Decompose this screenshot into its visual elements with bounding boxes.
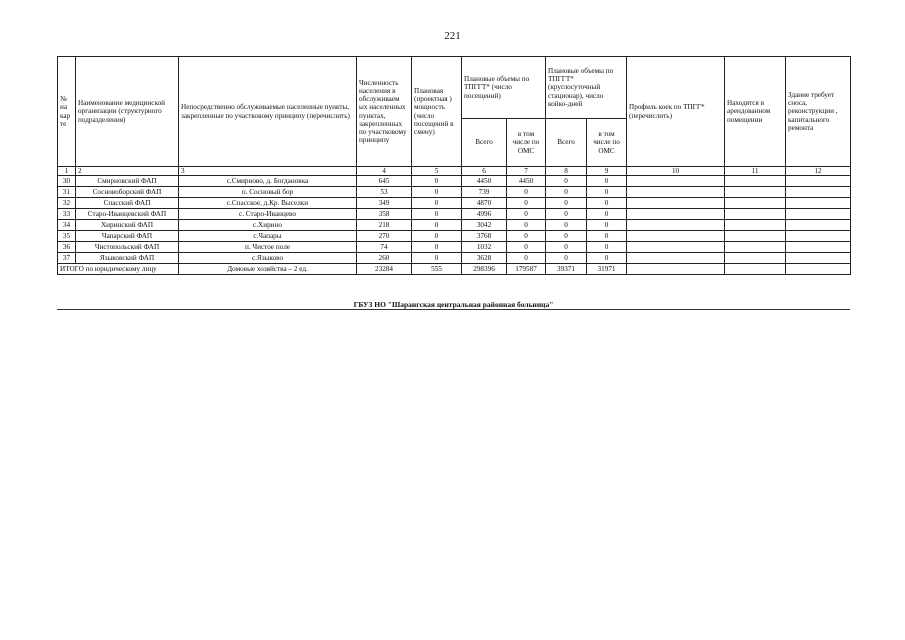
cell-number: 35 — [58, 231, 76, 242]
total-bed-days-total: 39371 — [546, 264, 587, 275]
cell-visits-total: 3042 — [462, 220, 507, 231]
column-number: 12 — [786, 167, 851, 176]
cell-number: 32 — [58, 198, 76, 209]
cell-settlements: с.Спасское, д.Кр. Выселки — [179, 198, 357, 209]
total-population: 23284 — [357, 264, 412, 275]
table-row — [58, 253, 851, 264]
header-col-bed-days-group: Плановые объемы по ТПГГТ* (круглосуточный стационар), число койко-дней — [546, 57, 627, 119]
cell-repair — [786, 209, 851, 220]
header-col-capacity: Плановая (проектная ) мощность (число посещений в смену) — [412, 57, 462, 167]
cell-bed-days-total: 0 — [546, 242, 587, 253]
cell-visits-oms: 0 — [507, 198, 546, 209]
cell-bed-profile — [627, 209, 725, 220]
header-col-visits-group: Плановые объемы по ТПГГТ* (число посещений) — [462, 57, 546, 119]
header-col-rented: Находятся в арендованном помещении — [725, 57, 786, 167]
cell-number: 31 — [58, 187, 76, 198]
column-number: 3 — [179, 167, 357, 176]
cell-repair — [786, 231, 851, 242]
cell-settlements: с.Смирново, д. Богдановка — [179, 176, 357, 187]
cell-capacity: 0 — [412, 253, 462, 264]
table-row — [58, 176, 851, 187]
table-row — [58, 242, 851, 253]
column-number: 4 — [357, 167, 412, 176]
cell-capacity: 0 — [412, 198, 462, 209]
cell-bed-profile — [627, 220, 725, 231]
cell-repair — [786, 176, 851, 187]
cell-capacity: 0 — [412, 231, 462, 242]
cell-bed-profile — [627, 242, 725, 253]
cell-organization: Сосновоборский ФАП — [76, 187, 179, 198]
cell-bed-days-oms: 0 — [587, 231, 627, 242]
cell-bed-days-oms: 0 — [587, 220, 627, 231]
cell-organization: Старо-Иванцевский ФАП — [76, 209, 179, 220]
cell-bed-days-total: 0 — [546, 253, 587, 264]
cell-bed-profile — [627, 198, 725, 209]
cell-settlements: п. Сосновый бор — [179, 187, 357, 198]
cell-population: 349 — [357, 198, 412, 209]
column-number: 5 — [412, 167, 462, 176]
cell-capacity: 0 — [412, 220, 462, 231]
cell-rented — [725, 253, 786, 264]
header-bed-days-oms: в том числе по ОМС — [587, 119, 627, 167]
cell-capacity: 0 — [412, 209, 462, 220]
cell-repair — [786, 253, 851, 264]
cell-visits-total: 4996 — [462, 209, 507, 220]
cell-bed-days-oms: 0 — [587, 176, 627, 187]
cell-population: 53 — [357, 187, 412, 198]
cell-organization: Чапарский ФАП — [76, 231, 179, 242]
total-visits-total: 298396 — [462, 264, 507, 275]
cell-rented — [725, 176, 786, 187]
cell-visits-oms: 0 — [507, 231, 546, 242]
header-row-top — [58, 57, 851, 119]
cell-population: 270 — [357, 231, 412, 242]
cell-number: 36 — [58, 242, 76, 253]
facilities-table — [57, 56, 851, 275]
cell-rented — [725, 242, 786, 253]
cell-settlements: с.Хирино — [179, 220, 357, 231]
cell-bed-days-total: 0 — [546, 220, 587, 231]
cell-number: 34 — [58, 220, 76, 231]
header-col-organization: Наименование медицинской организации (структурного подразделения) — [76, 57, 179, 167]
cell-organization: Чистопольский ФАП — [76, 242, 179, 253]
cell-bed-days-total: 0 — [546, 198, 587, 209]
cell-bed-days-oms: 0 — [587, 253, 627, 264]
table-row — [58, 220, 851, 231]
cell-capacity: 0 — [412, 187, 462, 198]
total-rented — [725, 264, 786, 275]
cell-rented — [725, 220, 786, 231]
total-bed-profile — [627, 264, 725, 275]
header-visits-oms: в том числе по ОМС — [507, 119, 546, 167]
cell-bed-days-total: 0 — [546, 187, 587, 198]
cell-bed-days-total: 0 — [546, 231, 587, 242]
column-number: 9 — [587, 167, 627, 176]
cell-population: 74 — [357, 242, 412, 253]
total-label: ИТОГО по юридическому лицу — [58, 264, 179, 275]
cell-rented — [725, 209, 786, 220]
cell-visits-oms: 0 — [507, 209, 546, 220]
column-numbers-row — [58, 167, 851, 176]
header-col-bed-profile: Профиль коек по ТПГГ* (перечислить) — [627, 57, 725, 167]
cell-visits-total: 3628 — [462, 253, 507, 264]
cell-rented — [725, 187, 786, 198]
column-number: 1 — [58, 167, 76, 176]
cell-repair — [786, 220, 851, 231]
total-capacity: 555 — [412, 264, 462, 275]
cell-visits-total: 4450 — [462, 176, 507, 187]
cell-repair — [786, 242, 851, 253]
column-number: 7 — [507, 167, 546, 176]
cell-organization: Языковский ФАП — [76, 253, 179, 264]
cell-visits-oms: 0 — [507, 187, 546, 198]
header-col-settlements: Непосредственно обслуживаемые населенные пункты, закрепленные по участковому принципу (перечислить) — [179, 57, 357, 167]
total-repair — [786, 264, 851, 275]
cell-bed-profile — [627, 187, 725, 198]
column-number: 6 — [462, 167, 507, 176]
total-bed-days-oms: 31971 — [587, 264, 627, 275]
header-col-repair: Здание требует сноса, реконструкции , капитального ремонта — [786, 57, 851, 167]
cell-organization: Хиринский ФАП — [76, 220, 179, 231]
cell-visits-oms: 4450 — [507, 176, 546, 187]
cell-bed-profile — [627, 253, 725, 264]
cell-bed-days-oms: 0 — [587, 198, 627, 209]
cell-number: 33 — [58, 209, 76, 220]
table-row — [58, 231, 851, 242]
organization-title: ГБУЗ НО "Шарангская центральная районная больница" — [353, 300, 554, 309]
cell-settlements: с.Языково — [179, 253, 357, 264]
total-row — [58, 264, 851, 275]
cell-capacity: 0 — [412, 242, 462, 253]
cell-organization: Спасский ФАП — [76, 198, 179, 209]
cell-repair — [786, 187, 851, 198]
column-number: 2 — [76, 167, 179, 176]
cell-rented — [725, 231, 786, 242]
cell-settlements: с. Старо-Иванцево — [179, 209, 357, 220]
cell-bed-days-oms: 0 — [587, 242, 627, 253]
cell-visits-oms: 0 — [507, 253, 546, 264]
header-col-population: Численность населения в обслуживаем ых населенных пунктах, закрепленных по участковому принципу — [357, 57, 412, 167]
cell-settlements: с.Чапары — [179, 231, 357, 242]
cell-bed-days-total: 0 — [546, 209, 587, 220]
page-number: 221 — [444, 30, 461, 42]
header-bed-days-total: Всего — [546, 119, 587, 167]
cell-rented — [725, 198, 786, 209]
cell-visits-oms: 0 — [507, 220, 546, 231]
cell-number: 30 — [58, 176, 76, 187]
cell-bed-days-total: 0 — [546, 176, 587, 187]
cell-visits-total: 3768 — [462, 231, 507, 242]
cell-population: 358 — [357, 209, 412, 220]
cell-bed-profile — [627, 176, 725, 187]
cell-bed-profile — [627, 231, 725, 242]
table-row — [58, 187, 851, 198]
cell-visits-oms: 0 — [507, 242, 546, 253]
table-row — [58, 198, 851, 209]
cell-bed-days-oms: 0 — [587, 187, 627, 198]
total-settlements: Домовые хозяйства – 2 ед. — [179, 264, 357, 275]
header-col-number: № на кар те — [58, 57, 76, 167]
footer-divider — [57, 309, 850, 310]
cell-settlements: п. Чистое поле — [179, 242, 357, 253]
cell-population: 645 — [357, 176, 412, 187]
column-number: 11 — [725, 167, 786, 176]
cell-repair — [786, 198, 851, 209]
cell-visits-total: 739 — [462, 187, 507, 198]
table-row — [58, 209, 851, 220]
cell-bed-days-oms: 0 — [587, 209, 627, 220]
cell-number: 37 — [58, 253, 76, 264]
header-visits-total: Всего — [462, 119, 507, 167]
column-number: 10 — [627, 167, 725, 176]
cell-visits-total: 4870 — [462, 198, 507, 209]
cell-visits-total: 1032 — [462, 242, 507, 253]
cell-capacity: 0 — [412, 176, 462, 187]
cell-organization: Смирновский ФАП — [76, 176, 179, 187]
cell-population: 218 — [357, 220, 412, 231]
column-number: 8 — [546, 167, 587, 176]
total-visits-oms: 179587 — [507, 264, 546, 275]
cell-population: 260 — [357, 253, 412, 264]
